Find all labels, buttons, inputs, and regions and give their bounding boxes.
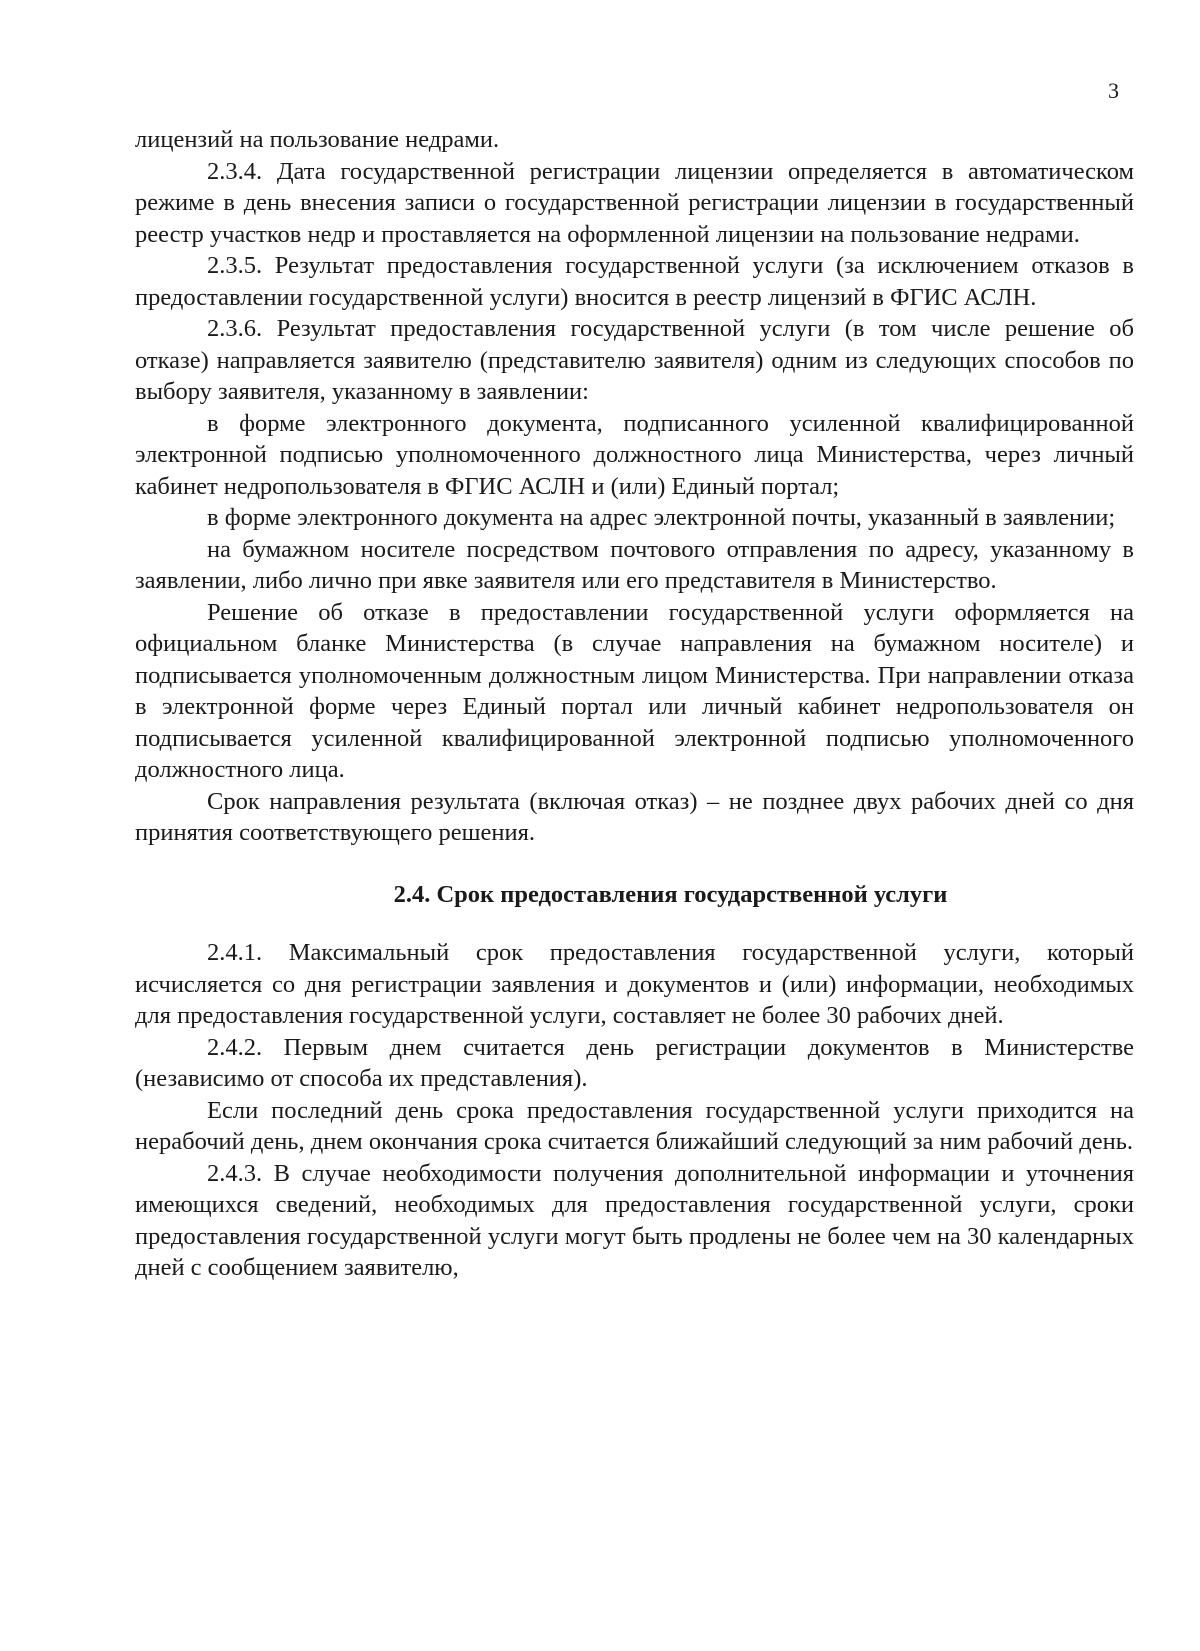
paragraph: Если последний день срока предоставления государственной услуги приходится на нерабочий день, днем окончания срока считается ближайший следующий за ним рабочий день.	[135, 1096, 1134, 1155]
paragraph: Срок направления результата (включая отказ) – не позднее двух рабочих дней со дня принятия соответствующего решения.	[135, 787, 1134, 846]
paragraph: Решение об отказе в предоставлении государственной услуги оформляется на официальном бланке Министерства (в случае направления на бумажном носителе) и подписывается уполномоченным должностным лицом Министерства. При направлении отказа в электронной форме через Единый портал или личный кабинет недропользователя он подписывается усиленной квалифицированной электронной подписью уполномоченного должностного лица.	[135, 598, 1134, 783]
page-number: 3	[1108, 78, 1119, 103]
paragraph: в форме электронного документа на адрес электронной почты, указанный в заявлении;	[207, 504, 1116, 531]
paragraph: на бумажном носителе посредством почтового отправления по адресу, указанному в заявлении, либо лично при явке заявителя или его представителя в Министерство.	[135, 535, 1134, 594]
paragraph: 2.3.6. Результат предоставления государственной услуги (в том числе решение об отказе) направляется заявителю (представителю заявителя) одним из следующих способов по выбору заявителя, указанному в заявлении:	[135, 315, 1134, 405]
paragraph: 2.4.3. В случае необходимости получения дополнительной информации и уточнения имеющихся сведений, необходимых для предоставления государственной услуги, сроки предоставления государственной услуги могут быть продлены не более чем на 30 календарных дней с сообщением заявителю,	[135, 1159, 1134, 1281]
section-heading: 2.4. Срок предоставления государственной услуги	[393, 880, 948, 908]
paragraph: 2.3.4. Дата государственной регистрации лицензии определяется в автоматическом режиме в день внесения записи о государственной регистрации лицензии в государственный реестр участков недр и проставляется на оформленной лицензии на пользование недрами.	[135, 157, 1134, 248]
paragraph: лицензий на пользование недрами.	[135, 126, 500, 153]
paragraph: 2.4.1. Максимальный срок предоставления государственной услуги, который исчисляется со дня регистрации заявления и документов и (или) информации, необходимых для предоставления государственной услуги, составляет не более 30 рабочих дней.	[135, 939, 1134, 1029]
document-body	[135, 124, 1134, 1284]
paragraph: 2.4.2. Первым днем считается день регистрации документов в Министерстве (независимо от способа их представления).	[135, 1033, 1134, 1092]
paragraph: 2.3.5. Результат предоставления государственной услуги (за исключением отказов в предоставлении государственной услуги) вносится в реестр лицензий в ФГИС АСЛН.	[135, 252, 1134, 311]
paragraph: в форме электронного документа, подписанного усиленной квалифицированной электронной подписью уполномоченного должностного лица Министерства, через личный кабинет недропользователя в ФГИС АСЛН и (или) Единый портал;	[135, 409, 1134, 500]
